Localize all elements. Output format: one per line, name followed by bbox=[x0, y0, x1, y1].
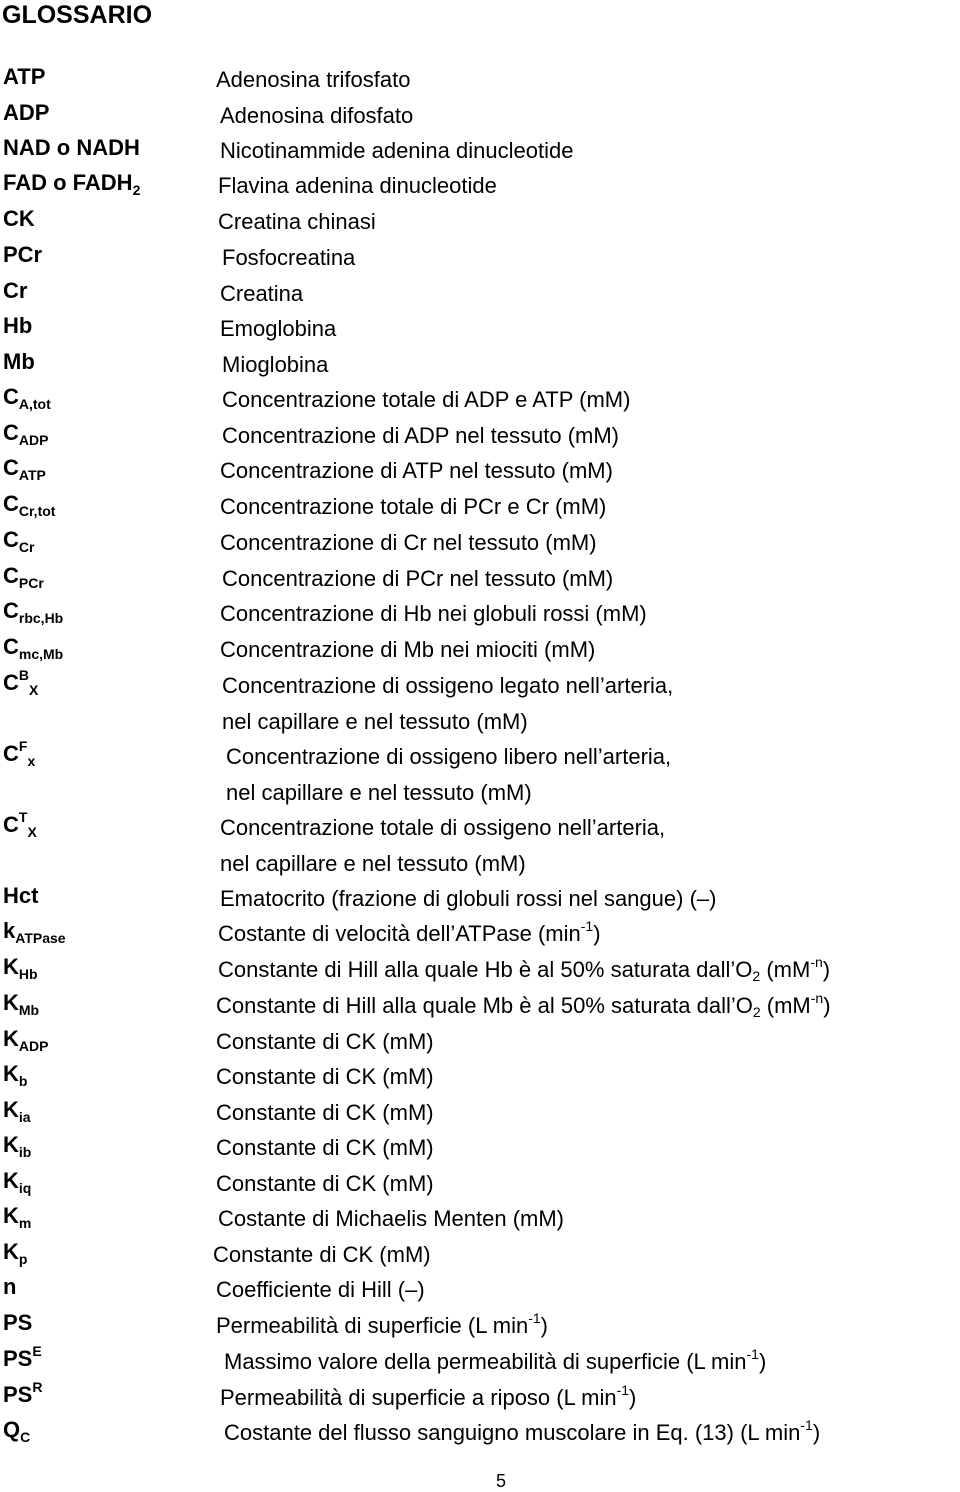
definition-text: Concentrazione di PCr nel tessuto (mM) bbox=[222, 566, 614, 591]
term-symbol: PS bbox=[3, 1382, 33, 1407]
term-subscript: ATPase bbox=[15, 930, 66, 946]
glossary-term bbox=[3, 1024, 48, 1054]
term-subscript: m bbox=[18, 1215, 32, 1231]
term-superscript: E bbox=[32, 1343, 42, 1359]
definition-line bbox=[224, 1415, 820, 1451]
glossary-entry bbox=[0, 988, 960, 1022]
glossary-definition bbox=[216, 1272, 425, 1308]
glossary-term bbox=[3, 489, 55, 519]
glossary-definition bbox=[220, 453, 613, 489]
definition-line bbox=[220, 810, 665, 846]
definition-line bbox=[220, 846, 665, 882]
glossary-entry bbox=[0, 98, 960, 132]
glossary-term bbox=[3, 739, 35, 769]
glossary-entry bbox=[0, 382, 960, 416]
definition-text: ) bbox=[758, 1349, 767, 1374]
definition-line bbox=[226, 739, 671, 775]
definition-text: Concentrazione di ossigeno libero nell’arteria, bbox=[226, 744, 672, 769]
glossary-entry bbox=[0, 1380, 960, 1414]
glossary-term bbox=[3, 347, 35, 377]
glossary-definition bbox=[218, 204, 376, 240]
term-symbol: C bbox=[3, 741, 19, 766]
definition-text: Creatina chinasi bbox=[218, 209, 376, 234]
definition-text: Costante di Michaelis Menten (mM) bbox=[218, 1206, 565, 1231]
definition-subscript: 2 bbox=[752, 1004, 761, 1020]
term-symbol: K bbox=[3, 1168, 19, 1193]
glossary-definition bbox=[220, 133, 573, 169]
definition-line bbox=[213, 1237, 431, 1273]
glossary-definition bbox=[220, 881, 716, 917]
term-subscript: Mb bbox=[18, 1002, 40, 1018]
definition-line bbox=[222, 668, 673, 704]
term-symbol: K bbox=[3, 1061, 19, 1086]
glossary-definition bbox=[216, 1308, 548, 1344]
glossary-term bbox=[3, 1344, 42, 1374]
definition-line bbox=[220, 881, 716, 917]
term-symbol: k bbox=[3, 918, 16, 943]
definition-line bbox=[216, 1095, 434, 1131]
definition-text: nel capillare e nel tessuto (mM) bbox=[222, 709, 528, 734]
definition-line bbox=[220, 98, 413, 134]
glossary-definition bbox=[216, 1166, 434, 1202]
term-subscript: X bbox=[29, 682, 39, 698]
term-symbol: C bbox=[3, 598, 19, 623]
term-subscript: ADP bbox=[18, 1038, 49, 1054]
definition-text: Mioglobina bbox=[222, 352, 329, 377]
term-symbol: Q bbox=[3, 1417, 21, 1442]
definition-text: Permeabilità di superficie a riposo (L min bbox=[220, 1385, 617, 1410]
term-subscript: b bbox=[18, 1073, 28, 1089]
glossary-entry bbox=[0, 1024, 960, 1058]
term-subscript: ATP bbox=[18, 467, 46, 483]
glossary-definition bbox=[216, 1024, 434, 1060]
glossary-term bbox=[3, 1095, 31, 1125]
definition-line bbox=[224, 1344, 766, 1380]
definition-superscript: -1 bbox=[616, 1382, 630, 1398]
glossary-definition bbox=[218, 1201, 564, 1237]
definition-superscript: -1 bbox=[580, 918, 594, 934]
glossary-definition bbox=[220, 632, 595, 668]
definition-superscript: -n bbox=[810, 954, 823, 970]
term-symbol: ADP bbox=[3, 100, 50, 125]
definition-text: Emoglobina bbox=[220, 316, 337, 341]
definition-text: Concentrazione di Cr nel tessuto (mM) bbox=[220, 530, 597, 555]
definition-line bbox=[220, 525, 597, 561]
term-subscript: iq bbox=[18, 1180, 32, 1196]
definition-line bbox=[226, 775, 671, 811]
page-number: 5 bbox=[496, 1471, 507, 1491]
glossary-definition bbox=[216, 1095, 434, 1131]
term-subscript: ib bbox=[18, 1144, 32, 1160]
glossary-entry bbox=[0, 1308, 960, 1342]
definition-line bbox=[220, 489, 606, 525]
term-symbol: Hb bbox=[3, 313, 33, 338]
term-symbol: Cr bbox=[3, 278, 28, 303]
term-subscript: A,tot bbox=[18, 396, 51, 412]
glossary-entry bbox=[0, 738, 960, 805]
term-subscript: PCr bbox=[18, 575, 44, 591]
definition-line bbox=[218, 916, 601, 952]
term-symbol: C bbox=[3, 812, 19, 837]
glossary-term bbox=[3, 916, 66, 946]
glossary-entry bbox=[0, 489, 960, 523]
glossary-definition bbox=[220, 276, 303, 312]
glossary-definition bbox=[220, 596, 647, 632]
definition-line bbox=[216, 988, 831, 1024]
glossary-term bbox=[3, 1308, 32, 1338]
definition-line bbox=[220, 453, 613, 489]
definition-superscript: -1 bbox=[746, 1346, 759, 1362]
glossary-entry bbox=[0, 596, 960, 630]
definition-line bbox=[222, 240, 355, 276]
glossary-term bbox=[3, 382, 51, 412]
term-symbol: PS bbox=[3, 1310, 33, 1335]
term-symbol: C bbox=[3, 455, 19, 480]
glossary-term bbox=[3, 810, 37, 840]
glossary-entry bbox=[0, 632, 960, 666]
glossary-entry bbox=[0, 311, 960, 345]
glossary-term bbox=[3, 1415, 30, 1445]
term-subscript: ADP bbox=[18, 432, 49, 448]
definition-line bbox=[222, 561, 613, 597]
glossary-term bbox=[3, 668, 38, 698]
glossary-term bbox=[3, 1201, 31, 1231]
glossary-entry bbox=[0, 1166, 960, 1200]
term-symbol: C bbox=[3, 670, 19, 695]
definition-text: Concentrazione di Hb nei globuli rossi (mM) bbox=[220, 601, 647, 626]
term-symbol: K bbox=[3, 1097, 19, 1122]
definition-text: Coefficiente di Hill (–) bbox=[216, 1277, 425, 1302]
glossary-term bbox=[3, 988, 39, 1018]
glossary-term bbox=[3, 311, 32, 341]
glossary-definition bbox=[220, 489, 606, 525]
definition-text: Permeabilità di superficie (L min bbox=[216, 1313, 529, 1338]
glossary-definition bbox=[224, 1344, 766, 1380]
glossary-definition bbox=[222, 561, 613, 597]
definition-text: Flavina adenina dinucleotide bbox=[218, 173, 497, 198]
definition-line bbox=[222, 704, 673, 740]
definition-text: (mM bbox=[760, 993, 811, 1018]
glossary-term bbox=[3, 1380, 42, 1410]
definition-line bbox=[216, 1059, 434, 1095]
glossary-definition bbox=[218, 952, 830, 988]
term-superscript: F bbox=[18, 738, 28, 754]
glossary-entry bbox=[0, 1415, 960, 1449]
glossary-entry bbox=[0, 276, 960, 310]
term-subscript: p bbox=[18, 1251, 28, 1267]
term-subscript: X bbox=[27, 824, 37, 840]
glossary-entry bbox=[0, 133, 960, 167]
definition-text: Concentrazione totale di ossigeno nell’arteria, bbox=[220, 815, 666, 840]
glossary-definition bbox=[216, 1130, 434, 1166]
definition-text: ) bbox=[593, 921, 601, 946]
glossary-entry bbox=[0, 525, 960, 559]
glossary-term bbox=[3, 952, 38, 982]
definition-text: Constante di Hill alla quale Hb è al 50% saturata dall’O bbox=[218, 957, 753, 982]
glossary-definition bbox=[226, 739, 671, 811]
definition-line bbox=[216, 1166, 434, 1202]
definition-line bbox=[218, 204, 376, 240]
term-symbol: Hct bbox=[3, 883, 39, 908]
page-title: GLOSSARIO bbox=[2, 1, 153, 29]
definition-text: Costante del flusso sanguigno muscolare in Eq. (13) (L min bbox=[224, 1420, 801, 1445]
glossary-entry bbox=[0, 1095, 960, 1129]
glossary-entry bbox=[0, 1059, 960, 1093]
term-symbol: K bbox=[3, 1026, 19, 1051]
glossary-definition bbox=[220, 311, 336, 347]
glossary-entry bbox=[0, 168, 960, 202]
glossary-term bbox=[3, 1059, 27, 1089]
glossary-term bbox=[3, 133, 140, 163]
definition-line bbox=[222, 347, 328, 383]
term-symbol: ATP bbox=[3, 64, 46, 89]
term-subscript: mc,Mb bbox=[18, 646, 64, 662]
glossary-entry bbox=[0, 1344, 960, 1378]
definition-line bbox=[220, 311, 336, 347]
glossary-term bbox=[3, 1130, 31, 1160]
definition-line bbox=[216, 1272, 425, 1308]
glossary-definition bbox=[222, 240, 355, 276]
definition-text: Adenosina difosfato bbox=[220, 103, 414, 128]
term-symbol: C bbox=[3, 634, 19, 659]
term-symbol: C bbox=[3, 527, 19, 552]
term-symbol: K bbox=[3, 954, 19, 979]
definition-text: Concentrazione di ossigeno legato nell’arteria, bbox=[222, 673, 674, 698]
glossary-entry bbox=[0, 1272, 960, 1306]
term-subscript: C bbox=[20, 1429, 31, 1445]
glossary-entry bbox=[0, 1237, 960, 1271]
definition-line bbox=[220, 632, 595, 668]
definition-line bbox=[218, 1201, 564, 1237]
glossary-term bbox=[3, 632, 63, 662]
definition-line bbox=[222, 418, 619, 454]
glossary-entry bbox=[0, 881, 960, 915]
term-subscript: rbc,Hb bbox=[18, 610, 64, 626]
glossary-definition bbox=[216, 1059, 434, 1095]
definition-line bbox=[220, 596, 647, 632]
definition-text: Concentrazione totale di ADP e ATP (mM) bbox=[222, 387, 631, 412]
glossary-definition bbox=[220, 525, 597, 561]
glossary-entry bbox=[0, 453, 960, 487]
glossary-definition bbox=[222, 668, 673, 740]
definition-text: (mM bbox=[760, 957, 811, 982]
definition-text: Creatina bbox=[220, 281, 304, 306]
glossary-entry bbox=[0, 809, 960, 876]
glossary-entry bbox=[0, 561, 960, 595]
definition-text: ) bbox=[540, 1313, 548, 1338]
glossary-term bbox=[3, 168, 140, 198]
definition-text: Concentrazione di Mb nei miociti (mM) bbox=[220, 637, 596, 662]
definition-line bbox=[220, 1380, 636, 1416]
definition-text: Constante di CK (mM) bbox=[216, 1029, 434, 1054]
term-subscript: Cr bbox=[18, 539, 35, 555]
definition-text: ) bbox=[629, 1385, 637, 1410]
definition-line bbox=[218, 952, 830, 988]
term-symbol: C bbox=[3, 563, 19, 588]
glossary-term bbox=[3, 1272, 16, 1302]
glossary-entry bbox=[0, 916, 960, 950]
glossary-term bbox=[3, 204, 35, 234]
glossary-term bbox=[3, 240, 42, 270]
definition-subscript: 2 bbox=[752, 968, 761, 984]
term-symbol: CK bbox=[3, 206, 35, 231]
definition-superscript: -1 bbox=[528, 1310, 541, 1326]
glossary-definition bbox=[216, 62, 410, 98]
glossary-definition bbox=[213, 1237, 431, 1273]
glossary-definition bbox=[220, 98, 413, 134]
term-superscript: R bbox=[32, 1379, 43, 1395]
definition-text: nel capillare e nel tessuto (mM) bbox=[220, 851, 526, 876]
glossary-term bbox=[3, 881, 38, 911]
glossary-definition bbox=[220, 1380, 636, 1416]
definition-text: Concentrazione di ATP nel tessuto (mM) bbox=[220, 458, 613, 483]
glossary-term bbox=[3, 418, 48, 448]
glossary-term bbox=[3, 596, 63, 626]
glossary-term bbox=[3, 1237, 27, 1267]
glossary-definition bbox=[224, 1415, 820, 1451]
term-subscript: Hb bbox=[18, 966, 38, 982]
glossary-entry bbox=[0, 667, 960, 734]
term-symbol: NAD o NADH bbox=[3, 135, 140, 160]
glossary-entry bbox=[0, 952, 960, 986]
term-symbol: n bbox=[3, 1274, 17, 1299]
glossary-definition bbox=[220, 810, 665, 882]
term-symbol: PS bbox=[3, 1346, 33, 1371]
definition-text: Ematocrito (frazione di globuli rossi nel sangue) (–) bbox=[220, 886, 717, 911]
term-symbol: C bbox=[3, 420, 19, 445]
glossary-definition bbox=[216, 988, 831, 1024]
glossary-entry bbox=[0, 204, 960, 238]
definition-text: Adenosina trifosfato bbox=[216, 67, 411, 92]
definition-text: Constante di CK (mM) bbox=[216, 1100, 434, 1125]
term-subscript: ia bbox=[18, 1109, 31, 1125]
definition-superscript: -1 bbox=[800, 1417, 813, 1433]
definition-text: Nicotinammide adenina dinucleotide bbox=[220, 138, 574, 163]
glossary-definition bbox=[218, 168, 497, 204]
glossary-definition bbox=[222, 418, 619, 454]
definition-line bbox=[216, 1308, 548, 1344]
definition-text: Massimo valore della permeabilità di superficie (L min bbox=[224, 1349, 747, 1374]
definition-text: ) bbox=[823, 993, 831, 1018]
term-subscript: Cr,tot bbox=[18, 503, 56, 519]
glossary-entry bbox=[0, 347, 960, 381]
term-symbol: Mb bbox=[3, 349, 35, 374]
glossary-entry bbox=[0, 418, 960, 452]
definition-text: Constante di Hill alla quale Mb è al 50% saturata dall’O bbox=[216, 993, 753, 1018]
definition-line bbox=[220, 276, 303, 312]
glossary-term bbox=[3, 1166, 31, 1196]
term-symbol: C bbox=[3, 491, 19, 516]
term-symbol: K bbox=[3, 1132, 19, 1157]
term-symbol: K bbox=[3, 990, 19, 1015]
term-superscript: T bbox=[18, 809, 28, 825]
definition-line bbox=[216, 62, 410, 98]
definition-line bbox=[218, 168, 497, 204]
glossary-term bbox=[3, 525, 34, 555]
definition-text: ) bbox=[812, 1420, 821, 1445]
glossary-entry bbox=[0, 62, 960, 96]
definition-line bbox=[222, 382, 630, 418]
glossary-definition bbox=[222, 382, 630, 418]
term-subscript: 2 bbox=[132, 182, 141, 198]
glossary-term bbox=[3, 453, 46, 483]
glossary-term bbox=[3, 561, 44, 591]
definition-text: Constante di CK (mM) bbox=[216, 1135, 434, 1160]
glossary-definition bbox=[218, 916, 601, 952]
definition-text: Constante di CK (mM) bbox=[216, 1064, 434, 1089]
glossary-entry bbox=[0, 1130, 960, 1164]
term-symbol: K bbox=[3, 1203, 19, 1228]
term-superscript: B bbox=[18, 667, 30, 683]
definition-text: Concentrazione totale di PCr e Cr (mM) bbox=[220, 494, 607, 519]
definition-text: nel capillare e nel tessuto (mM) bbox=[226, 780, 532, 805]
glossary-entry bbox=[0, 1201, 960, 1235]
definition-text: Constante di CK (mM) bbox=[213, 1242, 431, 1267]
definition-text: ) bbox=[822, 957, 831, 982]
term-symbol: FAD o FADH bbox=[3, 170, 133, 195]
term-symbol: C bbox=[3, 384, 19, 409]
glossary-term bbox=[3, 98, 49, 128]
definition-superscript: -n bbox=[810, 990, 824, 1006]
definition-text: Fosfocreatina bbox=[222, 245, 356, 270]
definition-line bbox=[220, 133, 573, 169]
definition-text: Concentrazione di ADP nel tessuto (mM) bbox=[222, 423, 619, 448]
definition-line bbox=[216, 1130, 434, 1166]
glossary-definition bbox=[222, 347, 328, 383]
definition-line bbox=[216, 1024, 434, 1060]
term-symbol: K bbox=[3, 1239, 19, 1264]
glossary-term bbox=[3, 62, 45, 92]
term-symbol: PCr bbox=[3, 242, 43, 267]
term-subscript: x bbox=[27, 753, 36, 769]
definition-text: Constante di CK (mM) bbox=[216, 1171, 434, 1196]
glossary-entry bbox=[0, 240, 960, 274]
definition-text: Costante di velocità dell’ATPase (min bbox=[218, 921, 581, 946]
glossary-term bbox=[3, 276, 27, 306]
